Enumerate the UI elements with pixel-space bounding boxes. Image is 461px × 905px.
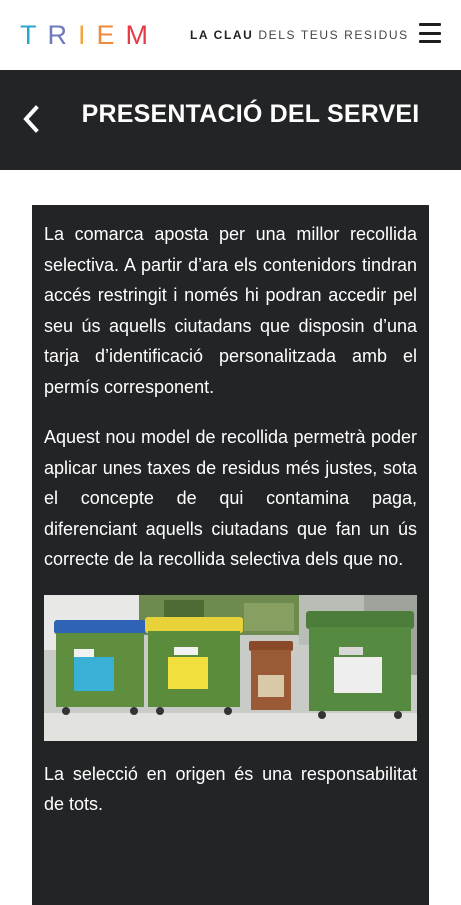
paragraph-intro: La comarca aposta per una millor recollida selectiva. A partir d’ara els contenidors tindran accés restringit i només hi podran accedir pel seu ús aquells ciutadans que disposin d’una tarja d’identificació personalitzada amb el permís corresponent.: [44, 224, 417, 397]
tagline: [190, 28, 409, 42]
chevron-left-icon: [18, 102, 46, 136]
containers-photo: [44, 595, 417, 741]
paragraph-model: Aquest nou model de recollida permetrà poder aplicar unes taxes de residus més justes, sota el concepte de qui contamina paga, diferenciant aquells ciutadans que fan un ús correcte de la recollida selectiva dels que no.: [44, 427, 417, 569]
triem-logo[interactable]: [20, 20, 149, 50]
page-header: [0, 70, 461, 170]
tagline-bold: LA CLAU: [190, 28, 254, 42]
page-title: PRESENTACIÓ DEL SERVEI: [81, 100, 420, 128]
content-card: [32, 205, 429, 905]
back-button[interactable]: [18, 102, 46, 136]
paragraph-closing: La selecció en origen és una responsabilitat de tots.: [44, 763, 417, 814]
logo-letter-e: E: [96, 19, 116, 50]
logo-letter-i: I: [78, 19, 87, 50]
logo-letter-r: R: [47, 19, 68, 50]
top-bar: [0, 0, 461, 70]
hamburger-menu-icon[interactable]: [419, 23, 441, 43]
logo-letter-m: M: [125, 19, 150, 50]
tagline-rest: DELS TEUS RESIDUS: [258, 28, 409, 42]
logo-letter-t: T: [20, 19, 38, 50]
